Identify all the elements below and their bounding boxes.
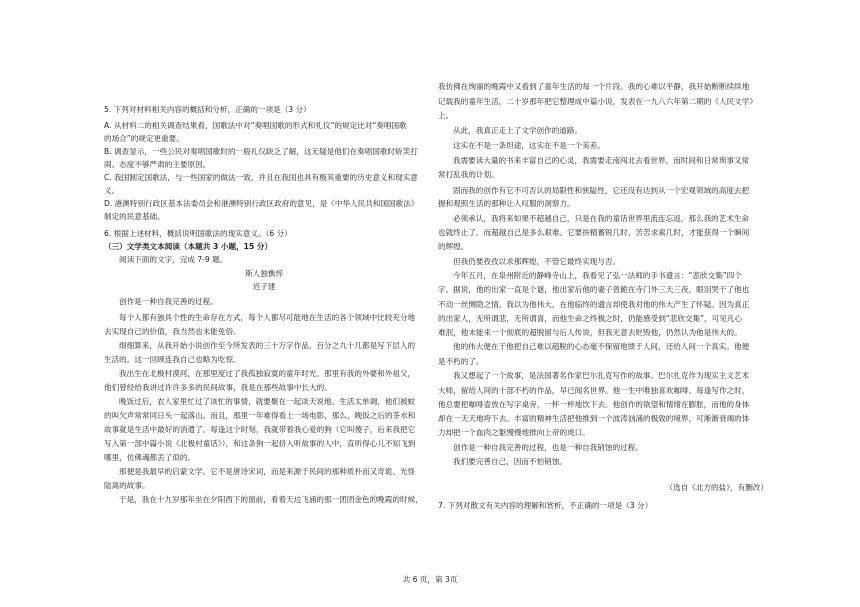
text-line: 必须承认，我将来如果不超越自己，只是在我的童话世界里流连忘返，那么我的艺术生命 bbox=[453, 214, 750, 223]
text-line: 闹、态度不够严肃的主要原因。 bbox=[104, 160, 211, 169]
text-line: 阅读下面的文字，完成 7-9 题。 bbox=[119, 255, 228, 264]
text-line: 力却把一个血肉之躯慢慢地推向上帝的虎口。 bbox=[438, 428, 590, 437]
text-line: 但我仍要孜孜以求那辉煌，不管它最终实现与否。 bbox=[453, 257, 621, 266]
text-line: 去实现自己的价值，我当然也未能免俗。 bbox=[104, 327, 241, 336]
text-line: 是不朽的了。 bbox=[438, 357, 484, 366]
text-line: 他们曾经给我讲过许许多多的民间故事，我是在那些故事中长大的。 bbox=[104, 383, 332, 392]
text-line: 5. 下列对材料相关内容的概括和分析，正确的一项是（3 分） bbox=[104, 105, 311, 114]
text-line: 制定的民意基础。 bbox=[104, 212, 165, 221]
text-line: 那便是我最早的启蒙文学。它不是唐诗宋词，而是来源于民间的那种质朴而又奇诡、光怪 bbox=[119, 467, 416, 476]
text-line: D. 港澳特别行政区基本法委员会和港澳特别行政区政府的意见，是《中华人民共和国国歌法》 bbox=[104, 199, 419, 208]
text-line: 上。 bbox=[438, 111, 454, 120]
text-line: 今年五月，在泉州附近的静峰寺山上，我看见了弘一法师的手书遗言：“悲欣交集”四个 bbox=[453, 271, 742, 280]
text-line: 这实在不是一条坦途，这实在不是一个美差。 bbox=[453, 141, 605, 150]
text-line: 陆离的故事。 bbox=[104, 481, 150, 490]
text-line: 从此，我真正走上了文学创作的道路。 bbox=[453, 126, 583, 135]
text-line: 大师，留给人间的十部不朽的作品，早已闻名世界。他一生中唯独喜欢咖啡。每逢写作之时， bbox=[438, 386, 750, 395]
text-line: 7. 下列对散文有关内容的理解和赏析，不正确的一项是（3 分） bbox=[438, 501, 653, 510]
text-line: 我们要完善自己，因而不怕销蚀。 bbox=[453, 457, 567, 466]
text-line: B. 调查显示，一些公民对奏唱国歌时的一般礼仪缺乏了解，这无疑是他们在奏唱国歌时矫笑打 bbox=[104, 147, 418, 156]
text-line: 义。 bbox=[104, 186, 120, 195]
text-line: 却在一天天地垮下去。丰富的精神生活把他推到一个波涛汹涌的极致的境界，可渐渐衰竭的体 bbox=[438, 414, 750, 423]
page-footer: 共 6 页，第 3页 bbox=[402, 575, 458, 584]
text-line: 于是，我在十九岁那年坐在夕阳西下的窗前，看着天边飞涌的那一团团金色的晚霞的时候， bbox=[119, 495, 423, 504]
text-line: 的叫欠声常常同日头一起落山。而且，那里一年难得看上一场电影，那么，晚饭之后的茶水和 bbox=[104, 411, 416, 420]
text-line: 迟子建 bbox=[252, 282, 276, 291]
text-line: （三）文学类文本阅读（本题共 3 小题，15 分） bbox=[104, 242, 273, 251]
text-line: 晚饭过后，农人家里忙过了该忙的事情，就要聚在一起谈天说地。生活太单调，他们被蚊 bbox=[119, 397, 416, 406]
text-line: 我出生在北极村漠河，在那里度过了我孤独寂寞的童年时光。那里有我的外婆和外祖父， bbox=[119, 369, 416, 378]
text-line: 他总要把咖啡壶放在写字桌旁，一杯一杯地饮下去。他创作的欲望和情绪在膨胀，而他的身体 bbox=[438, 400, 750, 409]
text-line: 固而我的创作有它不可否认的局限性和狭隘性，它还没有达到从一个宏观领域的高度去把 bbox=[453, 186, 750, 195]
text-line: 故事就是生活中最好的消遣了。每逢这个时刻，我就带着我心爱的狗（它叫傻子，后来我把它 bbox=[104, 425, 416, 434]
text-line: （选自《北方的盐》，有删改） bbox=[665, 483, 768, 492]
text-line: 他的伟大便在于他把自己难以超脱的心态毫不保留地馈于人间，还给人间一个真实。他便 bbox=[453, 342, 750, 351]
text-line: 写入第一部中篇小说《北极村童话》），和这条狗一起挤入听故事的人中，直听得心儿不知飞到 bbox=[104, 439, 416, 448]
text-line: 斯人独憔悴 bbox=[245, 269, 283, 278]
text-line: 我又想起了一个故事，是法国著名作家巴尔扎克写作的故事。巴尔扎克作为现实主义艺术 bbox=[453, 371, 750, 380]
text-line: 不动一丝恻隐之情。我以为他伟大，在他临终的遗言却使我对他的伟大产生了怀疑。因为真正 bbox=[438, 300, 750, 309]
text-line: 的场合”的规定更重要。 bbox=[104, 134, 184, 143]
text-line: 的出家人，无所谓悲，无所谓喜，而他生命之终极之时，仍能感受到“悲欣交集”，可见凡心 bbox=[438, 314, 743, 323]
text-line: 6. 根据上述材料，概括说明国歌法的现实意义。（6 分） bbox=[104, 229, 292, 238]
text-line: 常打乱我的计划。 bbox=[438, 170, 499, 179]
text-line: 也就终止了。而超越自己是多么艰难。它要拚精蓄锐几时、苦苦求索几时，才能获得一个瞬间 bbox=[438, 228, 750, 237]
text-line: 记载我的童年生活，二十岁那年把它整理成中篇小说，发表在一九八六年第二期的《人民文学》 bbox=[438, 97, 757, 106]
text-line: 生活的。这一回顾连我自己也略为吃惊。 bbox=[104, 355, 241, 364]
text-line: 每个人都有独具个性的生命存在方式，每个人都尽可能地在生活的各个领域中比较充分地 bbox=[119, 313, 416, 322]
text-line: C. 我国制定国歌法，与一些国家的做法一致，并且在我国也具有极其重要的历史意义和现实意 bbox=[104, 173, 418, 182]
text-line: 握和观照生活的那种让人叹服的洞察力。 bbox=[438, 199, 575, 208]
text-line: 创作是一种自我完善的过程，也是一种自我销蚀的过程。 bbox=[453, 443, 643, 452]
text-line: 哪里，仿佛魂都丢了似的。 bbox=[104, 453, 196, 462]
text-line: 的辉煌。 bbox=[438, 242, 469, 251]
text-line: 细细算来，从我开始小说创作至今所发表的三十万字作品，百分之九十几都是写下层人的 bbox=[119, 341, 416, 350]
text-line: 我仿佛在绚丽的晚霞中又看到了童年生活的每一个片段。我的心难以平静，我开始断断续续地 bbox=[438, 82, 750, 91]
text-line: 字。据说，他的出家一直是个谜，他出家后他的妻子曾跪在寺门外三天三夜，眼泪哭干了他也 bbox=[438, 285, 750, 294]
text-line: 我需要读大量的书来丰富自己的心灵，我需要走南闯北去看世界，而时间和日常琐事又常 bbox=[453, 156, 750, 165]
text-line: 难泯，他未能来一个彻底的超脱留与后人传说，但我无意去贬毁他，仍然认为他是伟大的。 bbox=[438, 328, 742, 337]
text-line: 创作是一种自我完善的过程。 bbox=[119, 297, 218, 306]
text-line: A. 从材料二的相关调查结果看，国歌法中对“奏唱国歌的形式和礼仪”的规定比对“奏唱国歌 bbox=[104, 121, 407, 130]
